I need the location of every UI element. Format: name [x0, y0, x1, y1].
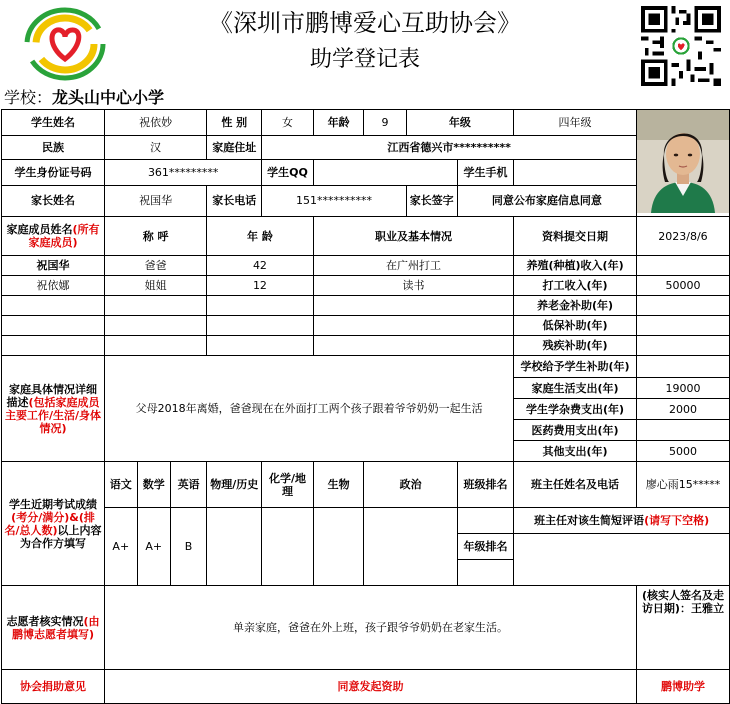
living-expense-label: 家庭生活支出(年) — [514, 378, 637, 399]
address-label: 家庭住址 — [207, 136, 262, 160]
tuition-expense-value: 2000 — [636, 399, 729, 420]
volunteer-label — [2, 586, 105, 670]
subject-biology: 生物 — [313, 462, 364, 508]
student-phone-value — [514, 160, 637, 185]
student-qq-label: 学生QQ — [262, 160, 313, 185]
grades-label-foot: 以上内容为合作方填写 — [20, 523, 102, 550]
school-aid-label: 学校给予学生补助(年) — [514, 356, 637, 378]
grades-label — [2, 462, 105, 586]
subject-politics: 政治 — [364, 462, 457, 508]
teacher-comment-label — [514, 508, 730, 534]
score-math: A+ — [137, 508, 170, 586]
page-subtitle: 助学登记表 — [309, 47, 420, 72]
grade-label: 年级 — [406, 110, 514, 136]
student-id-value: 361********* — [105, 160, 262, 185]
guardian-name-label: 家长姓名 — [2, 185, 105, 216]
submit-date-value: 2023/8/6 — [636, 217, 729, 256]
member-2-name: 祝依娜 — [2, 276, 105, 296]
member-1-relation: 爸爸 — [105, 256, 207, 276]
class-rank-value — [457, 508, 513, 534]
farming-income-label: 养殖(种植)收入(年) — [514, 256, 637, 276]
family-members-label-note: (所有家庭成员) — [28, 223, 100, 249]
relation-header: 称 呼 — [105, 217, 207, 256]
grades-label-main: 学生近期考试成绩 — [9, 497, 98, 511]
member-2-relation: 姐姐 — [105, 276, 207, 296]
tuition-expense-label: 学生学杂费支出(年) — [514, 399, 637, 420]
guardian-phone-value: 151********** — [262, 185, 406, 216]
guardian-name-value: 祝国华 — [105, 185, 207, 216]
member-2-age: 12 — [207, 276, 314, 296]
disability-aid-label: 残疾补助(年) — [514, 336, 637, 356]
family-description-label-main: 家庭具体情况详细描述 — [6, 382, 98, 409]
volunteer-label-note: (由鹏博志愿者填写) — [12, 614, 100, 641]
address-value: 江西省德兴市********** — [262, 136, 637, 160]
donation-opinion-value: 同意发起资助 — [105, 670, 637, 704]
teacher-comment-label-note: (请写下空格) — [644, 514, 710, 527]
verifier-signature: (核实人签名及走访日期)：王雅立 — [636, 586, 729, 670]
gender-value: 女 — [262, 110, 313, 136]
other-expense-label: 其他支出(年) — [514, 441, 637, 462]
subject-math: 数学 — [137, 462, 170, 508]
medical-expense-label: 医药费用支出(年) — [514, 420, 637, 441]
volunteer-label-main: 志愿者核实情况 — [6, 614, 84, 628]
qr-code — [641, 6, 721, 86]
member-1-job: 在广州打工 — [313, 256, 513, 276]
page-title: 《深圳市鹏博爱心互助协会》 — [209, 9, 521, 37]
score-physics-history — [207, 508, 262, 586]
grades-label-note: (考分/满分)&(排名/总人数) — [4, 510, 95, 537]
ethnicity-value: 汉 — [105, 136, 207, 160]
student-id-label: 学生身份证号码 — [2, 160, 105, 185]
class-rank-label: 班级排名 — [457, 462, 513, 508]
subject-english: 英语 — [170, 462, 206, 508]
work-income-value: 50000 — [636, 276, 729, 296]
guardian-phone-label: 家长电话 — [207, 185, 262, 216]
score-politics — [364, 508, 457, 586]
subject-chinese: 语文 — [105, 462, 138, 508]
school-line — [4, 88, 164, 108]
guardian-sign-label: 家长签字 — [406, 185, 457, 216]
family-description-text: 父母2018年离婚，爸爸现在在外面打工两个孩子跟着爷爷奶奶一起生活 — [105, 356, 514, 462]
grade-value: 四年级 — [514, 110, 637, 136]
score-biology — [313, 508, 364, 586]
submit-date-label: 资料提交日期 — [514, 217, 637, 256]
grade-rank-label: 年级排名 — [457, 534, 513, 560]
teacher-value: 廖心雨15***** — [636, 462, 729, 508]
teacher-comment-value — [514, 534, 730, 586]
school-aid-value — [636, 356, 729, 378]
disability-aid-value — [636, 336, 729, 356]
teacher-comment-label-main: 班主任对该生简短评语 — [534, 514, 645, 527]
teacher-label: 班主任姓名及电话 — [514, 462, 637, 508]
age-label: 年龄 — [313, 110, 364, 136]
member-1-age: 42 — [207, 256, 314, 276]
family-members-label-main: 家庭成员姓名 — [6, 223, 73, 236]
student-photo — [636, 110, 729, 217]
student-phone-label: 学生手机 — [457, 160, 513, 185]
volunteer-notes: 单亲家庭，爸爸在外上班，孩子跟爷爷奶奶在老家生活。 — [105, 586, 637, 670]
member-job-header: 职业及基本情况 — [313, 217, 513, 256]
other-expense-value: 5000 — [636, 441, 729, 462]
low-income-aid-label: 低保补助(年) — [514, 316, 637, 336]
gender-label: 性 别 — [207, 110, 262, 136]
pension-label: 养老金补助(年) — [514, 296, 637, 316]
member-age-header: 年 龄 — [207, 217, 314, 256]
footer-org-name: 鹏博助学 — [636, 670, 729, 704]
work-income-label: 打工收入(年) — [514, 276, 637, 296]
ethnicity-label: 民族 — [2, 136, 105, 160]
association-logo — [22, 4, 108, 84]
registration-table — [1, 109, 730, 704]
consent-text: 同意公布家庭信息同意 — [457, 185, 636, 216]
member-1-name: 祝国华 — [2, 256, 105, 276]
student-qq-value — [313, 160, 457, 185]
medical-expense-value — [636, 420, 729, 441]
grade-rank-value — [457, 560, 513, 586]
low-income-aid-value — [636, 316, 729, 336]
family-members-label — [2, 217, 105, 256]
family-description-label — [2, 356, 105, 462]
student-name-label: 学生姓名 — [2, 110, 105, 136]
subject-chemistry-geography: 化学/地理 — [262, 462, 313, 508]
donation-opinion-label: 协会捐助意见 — [2, 670, 105, 704]
pension-value — [636, 296, 729, 316]
age-value: 9 — [364, 110, 406, 136]
student-name-value: 祝依妙 — [105, 110, 207, 136]
score-chinese: A+ — [105, 508, 138, 586]
score-chemistry-geography — [262, 508, 313, 586]
score-english: B — [170, 508, 206, 586]
farming-income-value — [636, 256, 729, 276]
family-description-label-note: (包括家庭成员主要工作/生活/身体情况) — [5, 395, 102, 435]
school-label: 学校： — [4, 88, 53, 107]
living-expense-value: 19000 — [636, 378, 729, 399]
school-name: 龙头山中心小学 — [52, 88, 165, 107]
member-2-job: 读书 — [313, 276, 513, 296]
subject-physics-history: 物理/历史 — [207, 462, 262, 508]
